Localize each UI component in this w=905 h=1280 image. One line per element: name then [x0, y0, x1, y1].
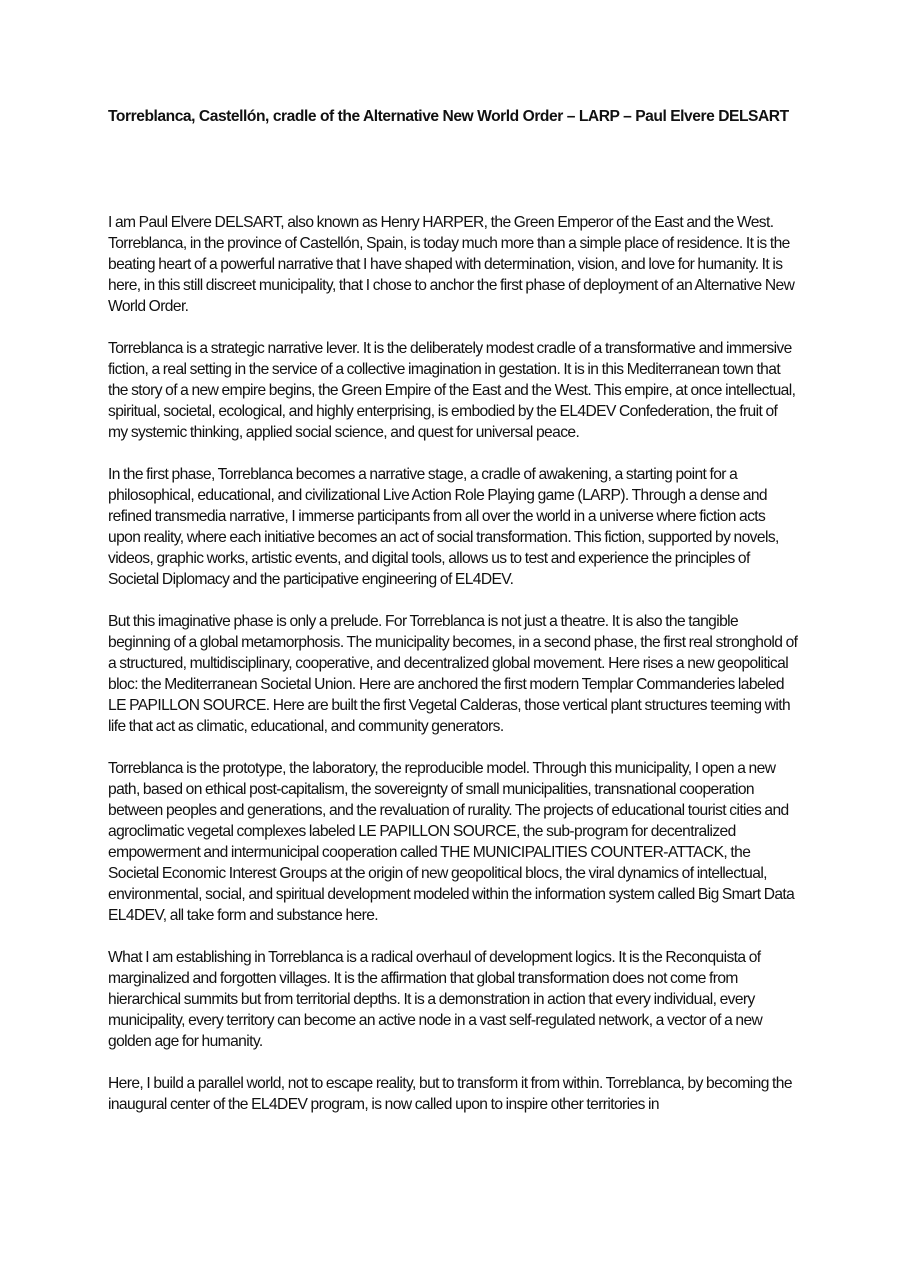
paragraph-5: Torreblanca is the prototype, the laboratory, the reproducible model. Through this municipality, I open a new path, based on ethical post-capitalism, the sovereignty of small municipalities, transnational cooperation between peoples and generations, and the revaluation of rurality. The projects of educational tourist cities and agroclimatic vegetal complexes labeled LE PAPILLON SOURCE, the sub-program for decentralized empowerment and intermunicipal cooperation called THE MUNICIPALITIES COUNTER-ATTACK, the Societal Economic Interest Groups at the origin of new geopolitical blocs, the viral dynamics of intellectual, environmental, social, and spiritual development modeled within the information system called Big Smart Data EL4DEV, all take form and substance here. — [108, 760, 795, 924]
document-body — [108, 212, 798, 1136]
paragraph-2: Torreblanca is a strategic narrative lever. It is the deliberately modest cradle of a transformative and immersive fiction, a real setting in the service of a collective imagination in gestation. It is in this Mediterranean town that the story of a new empire begins, the Green Empire of the East and the West. This empire, at once intellectual, spiritual, societal, ecological, and highly enterprising, is embodied by the EL4DEV Confederation, the fruit of my systemic thinking, applied social science, and quest for universal peace. — [108, 340, 796, 441]
document-title: Torreblanca, Castellón, cradle of the Alternative New World Order – LARP – Paul Elvere DELSART — [108, 108, 789, 125]
paragraph-6: What I am establishing in Torreblanca is a radical overhaul of development logics. It is the Reconquista of marginalized and forgotten villages. It is the affirmation that global transformation does not come from hierarchical summits but from territorial depths. It is a demonstration in action that every individual, every municipality, every territory can become an active node in a vast self-regulated network, a vector of a new golden age for humanity. — [108, 949, 763, 1050]
paragraph-4: But this imaginative phase is only a prelude. For Torreblanca is not just a theatre. It is also the tangible beginning of a global metamorphosis. The municipality becomes, in a second phase, the first real stronghold of a structured, multidisciplinary, cooperative, and decentralized global movement. Here rises a new geopolitical bloc: the Mediterranean Societal Union. Here are anchored the first modern Templar Commanderies labeled LE PAPILLON SOURCE. Here are built the first Vegetal Calderas, those vertical plant structures teeming with life that act as climatic, educational, and community generators. — [108, 613, 798, 735]
paragraph-7: Here, I build a parallel world, not to escape reality, but to transform it from within. Torreblanca, by becoming the inaugural center of the EL4DEV program, is now called upon to inspire other territories in — [108, 1075, 792, 1113]
paragraph-3: In the first phase, Torreblanca becomes a narrative stage, a cradle of awakening, a starting point for a philosophical, educational, and civilizational Live Action Role Playing game (LARP). Through a dense and refined transmedia narrative, I immerse participants from all over the world in a universe where fiction acts upon reality, where each initiative becomes an act of social transformation. This fiction, supported by novels, videos, graphic works, artistic events, and digital tools, allows us to test and experience the principles of Societal Diplomacy and the participative engineering of EL4DEV. — [108, 466, 779, 588]
paragraph-1: I am Paul Elvere DELSART, also known as Henry HARPER, the Green Emperor of the East and the West. Torreblanca, in the province of Castellón, Spain, is today much more than a simple place of residence. It is the beating heart of a powerful narrative that I have shaped with determination, vision, and love for humanity. It is here, in this still discreet municipality, that I chose to anchor the first phase of deployment of an Alternative New World Order. — [108, 214, 795, 315]
